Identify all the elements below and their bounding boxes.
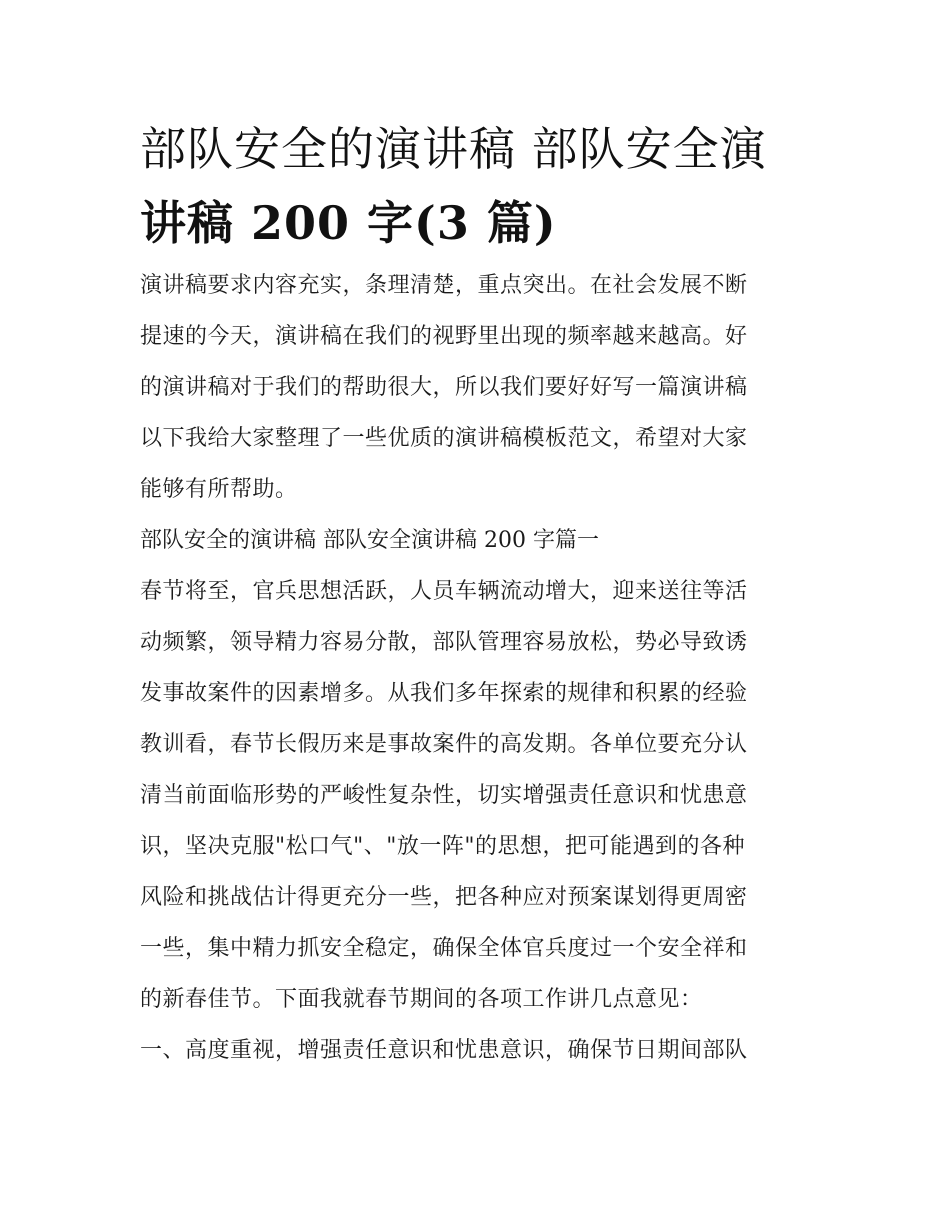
- body-paragraph: [140, 566, 820, 1025]
- intro-line: 的演讲稿对于我们的帮助很大，所以我们要好好写一篇演讲稿: [140, 375, 748, 400]
- section-heading: 部队安全的演讲稿 部队安全演讲稿 200 字篇一: [140, 528, 599, 553]
- document-content: [140, 112, 820, 1076]
- body-line: 春节将至，官兵思想活跃，人员车辆流动增大，迎来送往等活: [140, 579, 748, 604]
- point-1-line: 一、高度重视，增强责任意识和忧患意识，确保节日期间部队: [140, 1038, 748, 1063]
- title-line-2: 讲稿 200 字(3 篇): [140, 196, 557, 250]
- point-1-paragraph: [140, 1025, 820, 1076]
- body-line: 清当前面临形势的严峻性复杂性，切实增强责任意识和忧患意: [140, 783, 748, 808]
- body-line: 识，坚决克服"松口气"、"放一阵"的思想，把可能遇到的各种: [140, 834, 745, 859]
- body-line: 一些，集中精力抓安全稳定，确保全体官兵度过一个安全祥和: [140, 936, 748, 961]
- intro-paragraph: [140, 260, 820, 515]
- body-line: 教训看，春节长假历来是事故案件的高发期。各单位要充分认: [140, 732, 748, 757]
- intro-line: 提速的今天，演讲稿在我们的视野里出现的频率越来越高。好: [140, 324, 748, 349]
- document-title: [140, 112, 820, 260]
- title-line-1: 部队安全的演讲稿 部队安全演: [140, 122, 767, 176]
- body-line: 发事故案件的因素增多。从我们多年探索的规律和积累的经验: [140, 681, 748, 706]
- intro-line: 能够有所帮助。: [140, 477, 298, 502]
- body-line: 风险和挑战估计得更充分一些，把各种应对预案谋划得更周密: [140, 885, 748, 910]
- intro-line: 演讲稿要求内容充实，条理清楚，重点突出。在社会发展不断: [140, 273, 748, 298]
- intro-line: 以下我给大家整理了一些优质的演讲稿模板范文，希望对大家: [140, 426, 748, 451]
- body-line: 动频繁，领导精力容易分散，部队管理容易放松，势必导致诱: [140, 630, 748, 655]
- body-line: 的新春佳节。下面我就春节期间的各项工作讲几点意见：: [140, 987, 703, 1012]
